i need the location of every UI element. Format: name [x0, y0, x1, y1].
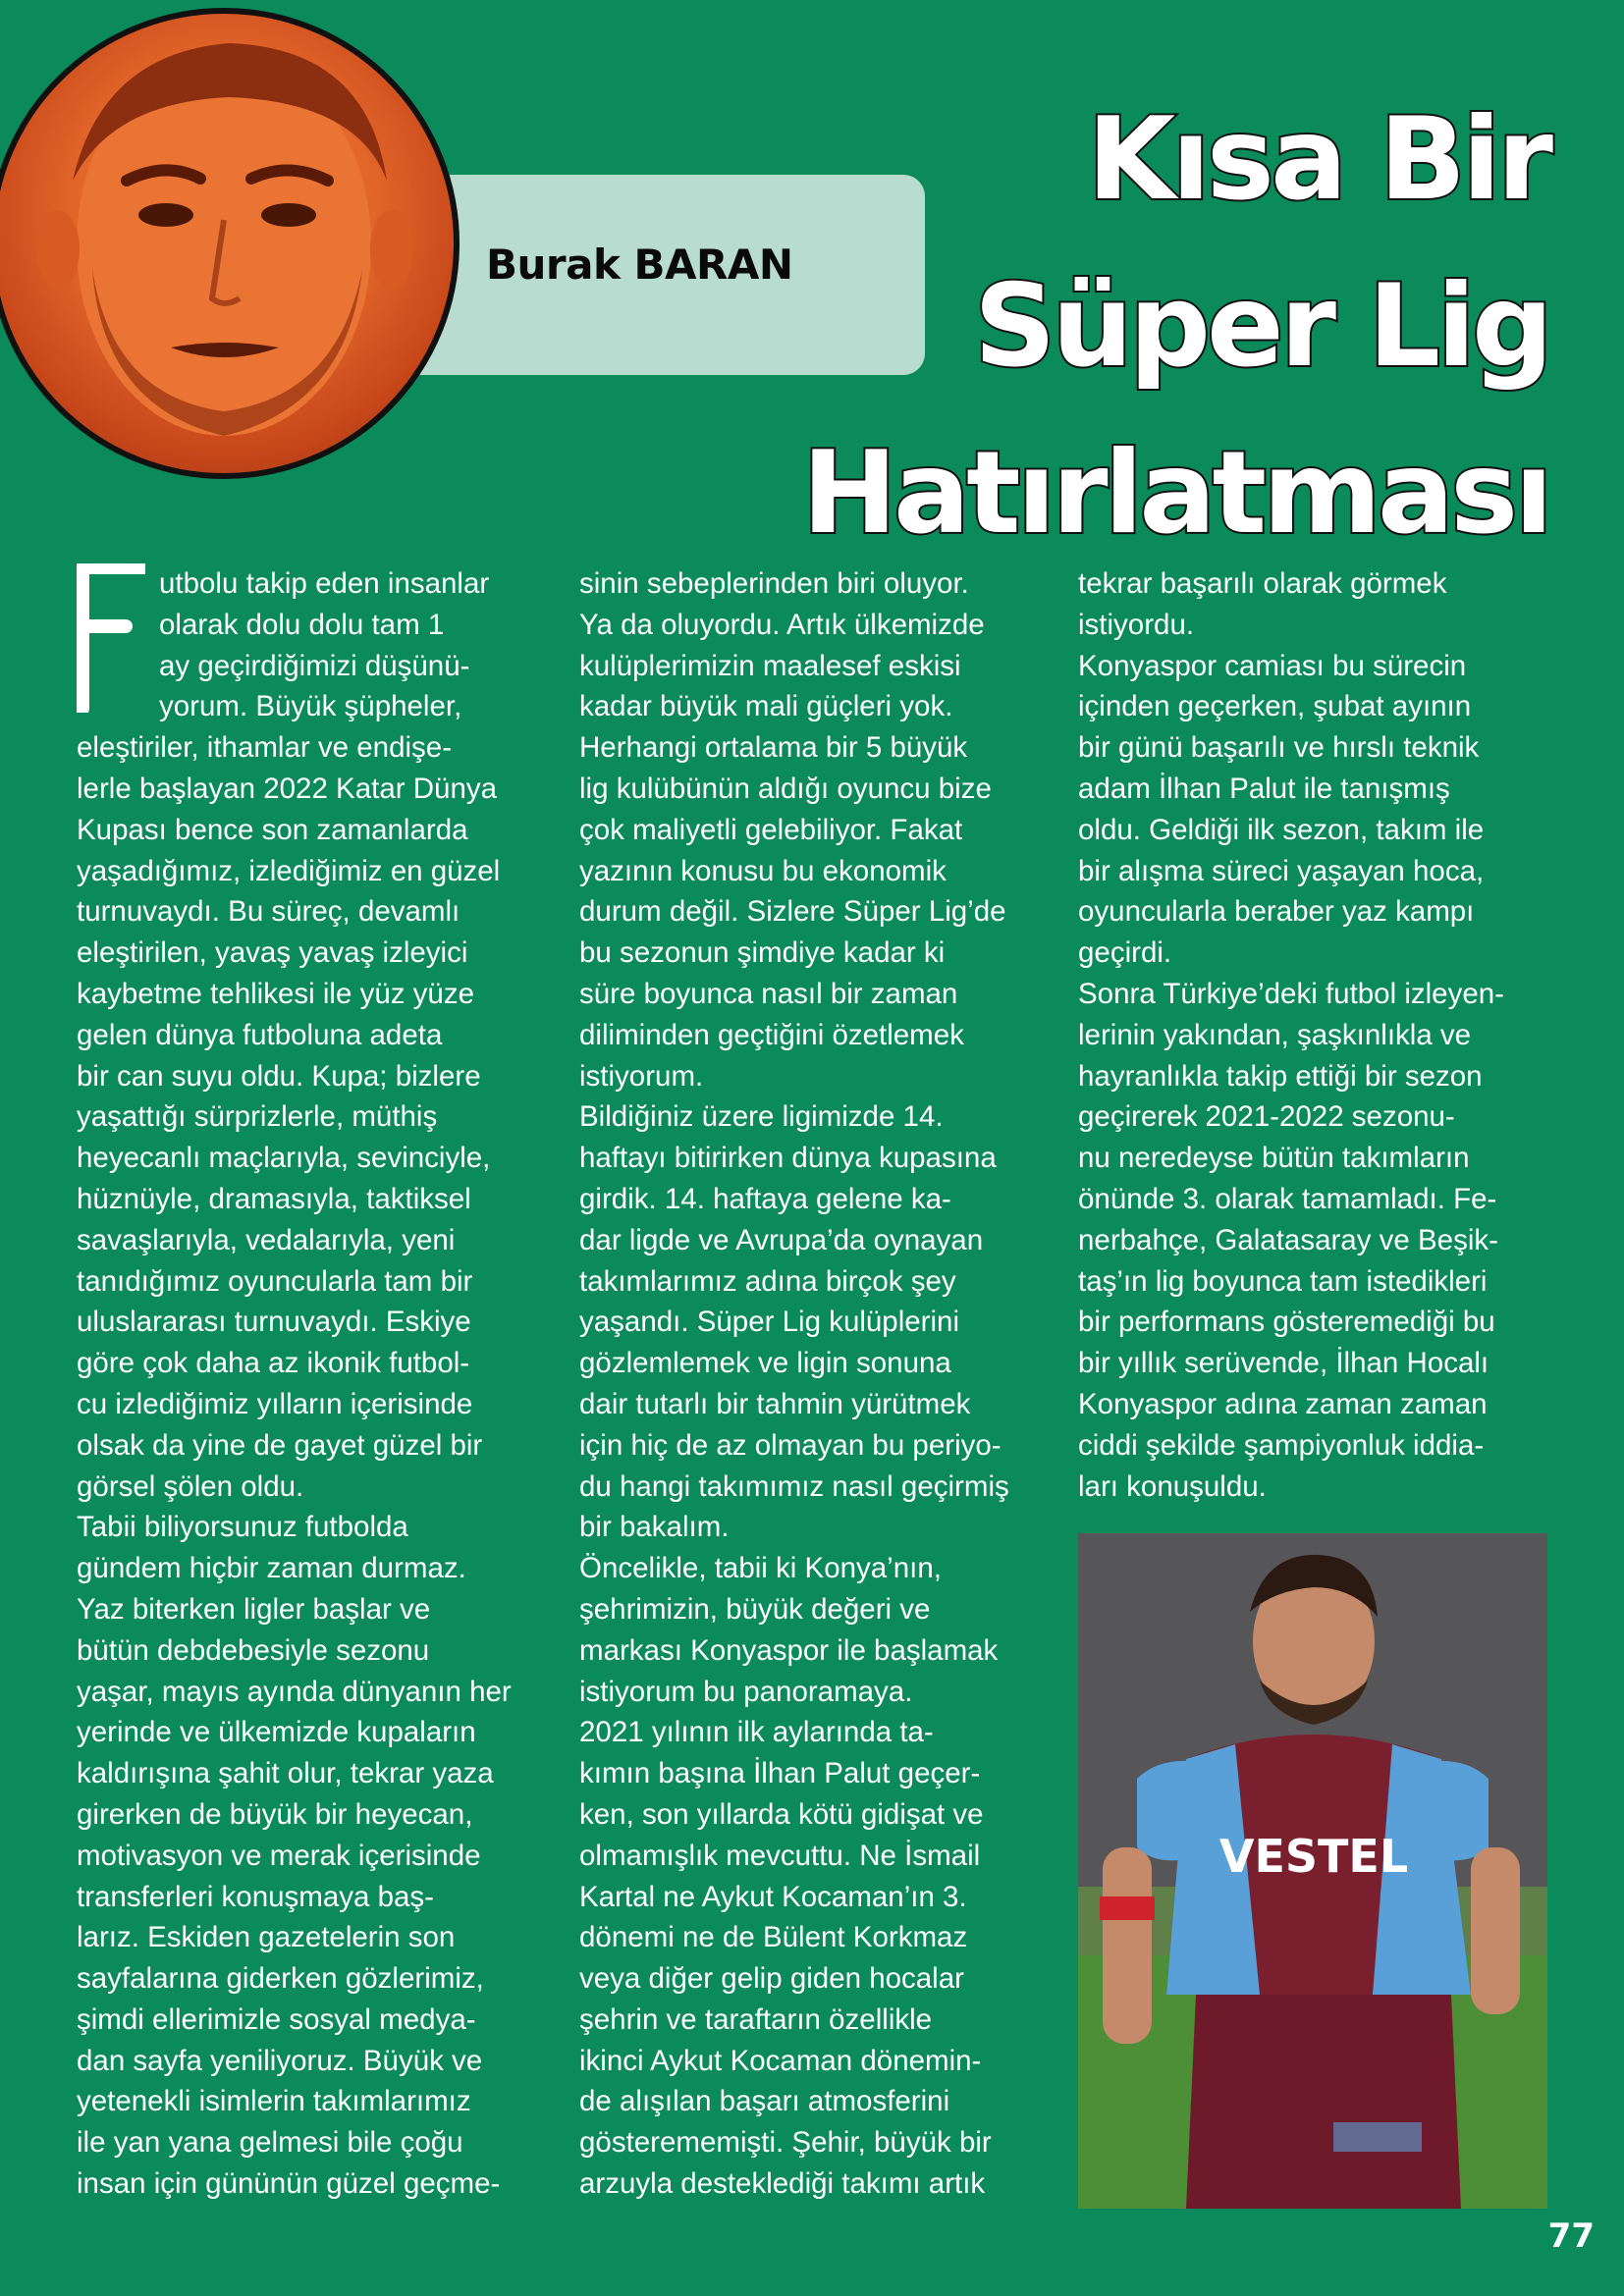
text-line: nerbahçe, Galatasaray ve Beşik-	[1078, 1223, 1498, 1256]
text-line: durum değil. Sizlere Süper Lig’de	[579, 895, 1006, 929]
text-line: Sonra Türkiye’deki futbol izleyen-	[1078, 977, 1504, 1010]
title-line-3: Hatırlatması	[801, 427, 1549, 560]
text-line: süre boyunca nasıl bir zaman	[579, 977, 958, 1010]
text-line: Herhangi ortalama bir 5 büyük	[579, 731, 968, 765]
text-line: heyecanlı maçlarıyla, sevinciyle,	[77, 1142, 491, 1175]
text-line: larız. Eskiden gazetelerin son	[77, 1921, 456, 1954]
text-line: bir yıllık serüvende, İlhan Hocalı	[1078, 1347, 1489, 1380]
text-line: bir alışma süreci yaşayan hoca,	[1078, 854, 1485, 887]
text-line: ciddi şekilde şampiyonluk iddia-	[1078, 1428, 1485, 1462]
text-line: oldu. Geldiği ilk sezon, takım ile	[1078, 813, 1485, 846]
article-column-2	[579, 563, 1051, 2205]
text-line: eleştiriler, ithamlar ve endişe-	[77, 731, 453, 765]
text-line: lig kulübünün aldığı oyuncu bize	[579, 772, 992, 805]
text-line: gösterememişti. Şehir, büyük bir	[579, 2126, 992, 2160]
text-line: transferleri konuşmaya baş-	[77, 1880, 434, 1913]
text-line: 2021 yılının ilk aylarında ta-	[579, 1716, 934, 1749]
text-line: insan için gününün güzel geçme-	[77, 2167, 501, 2201]
text-line: takımlarımız adına birçok şey	[579, 1264, 956, 1298]
text-line: Konyaspor camiası bu sürecin	[1078, 649, 1467, 682]
text-line: haftayı bitirirken dünya kupasına	[579, 1142, 997, 1175]
text-line: tekrar başarılı olarak görmek	[1078, 567, 1447, 600]
text-line: bir günü başarılı ve hırslı teknik	[1078, 731, 1480, 765]
text-line: hüznüyle, dramasıyla, taktiksel	[77, 1182, 471, 1215]
text-line: şehrin ve taraftarın özellikle	[579, 2002, 933, 2036]
text-line: dar ligde ve Avrupa’da oynayan	[579, 1223, 984, 1256]
text-line: Öncelikle, tabii ki Konya’nın,	[579, 1552, 942, 1585]
text-line: kaldırışına şahit olur, tekrar yaza	[77, 1757, 494, 1790]
text-line: olsak da yine de gayet güzel bir	[77, 1428, 483, 1462]
text-line: gözlemlemek ve ligin sonuna	[579, 1347, 951, 1380]
text-line: şimdi ellerimizle sosyal medya-	[77, 2002, 476, 2036]
text-line: girdik. 14. haftaya gelene ka-	[579, 1182, 951, 1215]
text-line: utbolu takip eden insanlar	[159, 567, 490, 600]
text-line: yazının konusu bu ekonomik	[579, 854, 947, 887]
article-column-3	[1078, 563, 1549, 1507]
text-line: yaşar, mayıs ayında dünyanın her	[77, 1675, 512, 1708]
text-line: arzuyla desteklediği takımı artık	[579, 2167, 986, 2201]
text-line: nu neredeyse bütün takımların	[1078, 1142, 1470, 1175]
author-face-illustration	[0, 14, 454, 473]
text-line: çok maliyetli gelebiliyor. Fakat	[579, 813, 963, 846]
text-line: gelen dünya futboluna adeta	[77, 1018, 443, 1051]
text-line: yaşandı. Süper Lig kulüplerini	[579, 1306, 960, 1339]
text-line: diliminden geçtiğini özetlemek	[579, 1018, 964, 1051]
text-line: yorum. Büyük şüpheler,	[159, 690, 462, 723]
text-line: geçirdi.	[1078, 936, 1172, 970]
author-photo	[0, 8, 460, 479]
text-line: Tabii biliyorsunuz futbolda	[77, 1511, 408, 1544]
text-line: dönemi ne de Bülent Korkmaz	[579, 1921, 968, 1954]
text-line: yerinde ve ülkemizde kupaların	[77, 1716, 476, 1749]
text-line: cu izlediğimiz yılların içerisinde	[77, 1387, 473, 1420]
text-line: olmamışlık mevcuttu. Ne İsmail	[579, 1839, 981, 1872]
text-line: lerle başlayan 2022 Katar Dünya	[77, 772, 498, 805]
text-line: kaybetme tehlikesi ile yüz yüze	[77, 977, 474, 1010]
shirt-sponsor-text: VESTEL	[1218, 1830, 1409, 1883]
text-line: eleştirilen, yavaş yavaş izleyici	[77, 936, 468, 970]
text-line: adam İlhan Palut ile tanışmış	[1078, 772, 1450, 805]
text-line: veya diğer gelip giden hocalar	[579, 1962, 964, 1996]
text-line: şehrimizin, büyük değeri ve	[579, 1592, 931, 1626]
text-line: gündem hiçbir zaman durmaz.	[77, 1552, 466, 1585]
text-line: turnuvaydı. Bu süreç, devamlı	[77, 895, 460, 929]
page-number: 77	[1547, 2216, 1595, 2256]
text-line: önünde 3. olarak tamamladı. Fe-	[1078, 1182, 1497, 1215]
text-line: du hangi takımımız nasıl geçirmiş	[579, 1469, 1009, 1503]
text-line: yaşadığımız, izlediğimiz en güzel	[77, 854, 501, 887]
text-line: taş’ın lig boyunca tam istedikleri	[1078, 1264, 1488, 1298]
text-line: ları konuşuldu.	[1078, 1469, 1267, 1503]
text-line: ay geçirdiğimizi düşünü-	[159, 649, 470, 682]
text-line: de alışılan başarı atmosferini	[579, 2085, 950, 2118]
text-line: ile yan yana gelmesi bile çoğu	[77, 2126, 463, 2160]
text-line: dan sayfa yeniliyoruz. Büyük ve	[77, 2044, 483, 2077]
text-line: uluslararası turnuvaydı. Eskiye	[77, 1306, 471, 1339]
article-column-1	[77, 563, 538, 2205]
player-photo	[1078, 1533, 1547, 2209]
text-line: kımın başına İlhan Palut geçer-	[579, 1757, 981, 1790]
title-line-1: Kısa Bir	[1087, 93, 1549, 226]
text-line: lerinin yakından, şaşkınlıkla ve	[1078, 1018, 1472, 1051]
text-line: olarak dolu dolu tam 1	[159, 608, 445, 641]
text-line: Yaz biterken ligler başlar ve	[77, 1592, 431, 1626]
text-line: Kartal ne Aykut Kocaman’ın 3.	[579, 1880, 967, 1913]
author-name: Burak BARAN	[486, 240, 793, 289]
text-line: istiyorum bu panoramaya.	[579, 1675, 913, 1708]
text-line: göre çok daha az ikonik futbol-	[77, 1347, 470, 1380]
text-line: görsel şölen oldu.	[77, 1469, 304, 1503]
text-line: bu sezonun şimdiye kadar ki	[579, 936, 946, 970]
text-line: yaşattığı sürprizlerle, müthiş	[77, 1100, 438, 1134]
text-line: yetenekli isimlerin takımlarımız	[77, 2085, 471, 2118]
player-illustration	[1078, 1533, 1547, 2209]
text-line: dair tutarlı bir tahmin yürütmek	[579, 1387, 971, 1420]
text-line: istiyordu.	[1078, 608, 1195, 641]
text-line: için hiç de az olmayan bu periyo-	[579, 1428, 1001, 1462]
title-line-2: Süper Lig	[973, 260, 1549, 393]
text-line: Ya da oluyordu. Artık ülkemizde	[579, 608, 985, 641]
text-line: bir performans gösteremediği bu	[1078, 1306, 1495, 1339]
text-line: tanıdığımız oyuncularla tam bir	[77, 1264, 473, 1298]
text-line: girerken de büyük bir heyecan,	[77, 1797, 473, 1831]
text-line: markası Konyaspor ile başlamak	[579, 1633, 999, 1667]
text-line: motivasyon ve merak içerisinde	[77, 1839, 481, 1872]
text-line: hayranlıkla takip ettiği bir sezon	[1078, 1059, 1483, 1093]
text-line: bir can suyu oldu. Kupa; bizlere	[77, 1059, 481, 1093]
text-line: kadar büyük mali güçleri yok.	[579, 690, 953, 723]
text-line: bir bakalım.	[579, 1511, 730, 1544]
text-line: oyuncularla beraber yaz kampı	[1078, 895, 1475, 929]
text-line: sayfalarına giderken gözlerimiz,	[77, 1962, 484, 1996]
text-line: savaşlarıyla, vedalarıyla, yeni	[77, 1223, 456, 1256]
text-line: Kupası bence son zamanlarda	[77, 813, 468, 846]
text-line: Bildiğiniz üzere ligimizde 14.	[579, 1100, 944, 1134]
text-line: ikinci Aykut Kocaman dönemin-	[579, 2044, 982, 2077]
text-line: geçirerek 2021-2022 sezonu-	[1078, 1100, 1455, 1134]
text-line: sinin sebeplerinden biri oluyor.	[579, 567, 969, 600]
text-line: istiyorum.	[579, 1059, 704, 1093]
text-line: ken, son yıllarda kötü gidişat ve	[579, 1797, 984, 1831]
text-line: Konyaspor adına zaman zaman	[1078, 1387, 1488, 1420]
text-line: bütün debdebesiyle sezonu	[77, 1633, 430, 1667]
text-line: içinden geçerken, şubat ayının	[1078, 690, 1472, 723]
article-title	[802, 77, 1549, 577]
text-line: kulüplerimizin maalesef eskisi	[579, 649, 961, 682]
